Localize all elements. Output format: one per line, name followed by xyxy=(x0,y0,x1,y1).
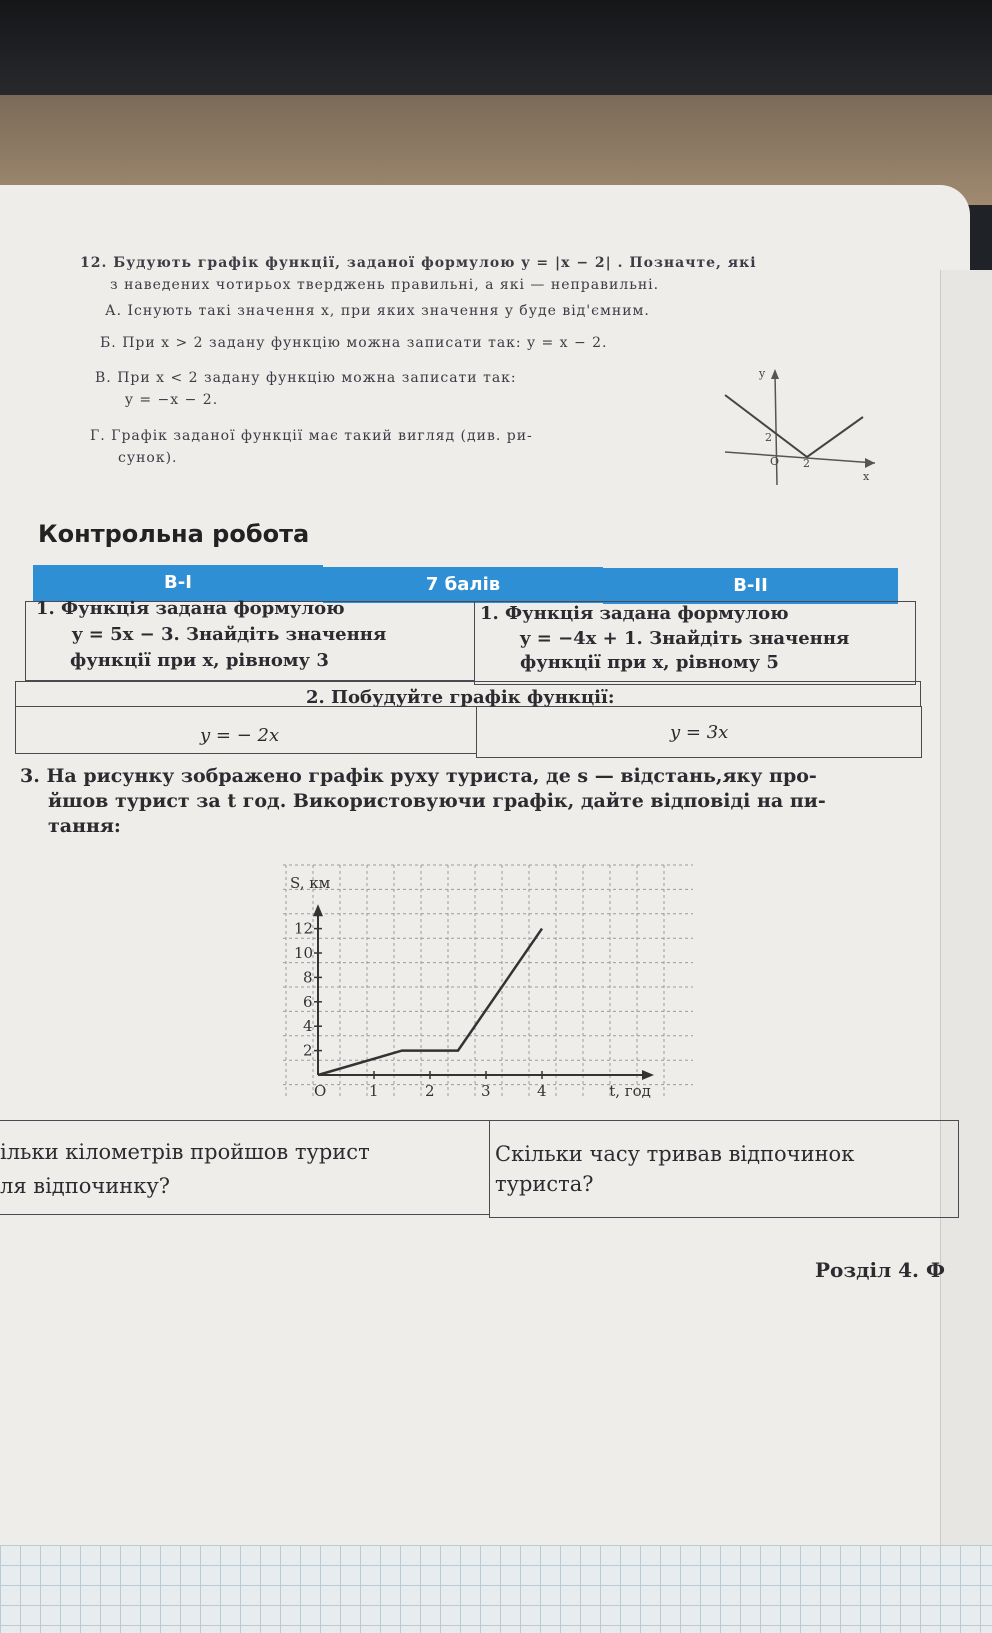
task12-graph-line xyxy=(725,395,863,457)
header-variant-2: В-ІІ xyxy=(603,568,898,604)
task12-y-arrow xyxy=(771,369,779,379)
q1-left-line3: функції при x, рівному 3 xyxy=(70,650,329,671)
q3-line1: 3. На рисунку зображено графік руху туриста, де s — відстань,яку про- xyxy=(20,765,817,787)
q1-left-line2: y = 5x − 3. Знайдіть значення xyxy=(72,624,387,645)
notebook-grid xyxy=(0,1545,992,1633)
task12-line2: з наведених чотирьох тверджень правильні, а які — неправильні. xyxy=(110,277,660,293)
task12-graph xyxy=(715,365,885,490)
q4-right-line2: туриста? xyxy=(495,1172,594,1196)
chart-y-arrow xyxy=(313,904,323,916)
q1-right-line1: 1. Функція задана формулою xyxy=(480,603,789,624)
q4-right-cell xyxy=(489,1120,959,1218)
chart-y-label: S, км xyxy=(290,874,331,892)
task12-option-g-line1: Г. Графік заданої функції має такий вигляд (див. ри- xyxy=(90,428,533,444)
header-variant-1: В-І xyxy=(33,565,323,601)
task12-tick-y: 2 xyxy=(765,431,772,444)
y-tick-label: 12 xyxy=(294,919,314,938)
q2-text: 2. Побудуйте графік функції: xyxy=(306,687,615,708)
task12-y-axis xyxy=(775,373,777,485)
y-tick-label: 6 xyxy=(303,992,313,1011)
control-title: Контрольна робота xyxy=(38,520,310,548)
task12-x-label: x xyxy=(863,470,870,483)
q1-left-line1: 1. Функція задана формулою xyxy=(36,598,345,619)
task12-x-axis xyxy=(725,452,875,463)
q3-line3: тання: xyxy=(48,815,121,837)
section-footer: Розділ 4. Ф xyxy=(815,1258,945,1282)
y-tick-label: 2 xyxy=(303,1041,313,1060)
task12-option-v-line2: y = −x − 2. xyxy=(125,392,219,408)
chart-origin-label: O xyxy=(314,1082,327,1100)
q4-left-line1: ільки кілометрів пройшов турист xyxy=(0,1140,370,1164)
q4-left-cell xyxy=(0,1120,490,1215)
q4-left-line2: ля відпочинку? xyxy=(0,1174,170,1198)
y-tick-label: 10 xyxy=(294,944,314,962)
task12-tick-x: 2 xyxy=(803,457,810,470)
task12-option-v-line1: В. При x < 2 задану функцію можна записати так: xyxy=(95,370,517,386)
chart-grid xyxy=(283,865,693,1098)
task12-origin: O xyxy=(770,455,780,468)
chart-x-arrow xyxy=(642,1070,654,1080)
task12-option-b: Б. При x > 2 задану функцію можна записати так: y = x − 2. xyxy=(100,335,608,351)
chart-x-label: t, год xyxy=(609,1082,651,1100)
x-tick-label: 3 xyxy=(481,1082,491,1100)
page-edge xyxy=(940,270,992,1550)
x-tick-label: 2 xyxy=(425,1082,435,1100)
task12-option-g-line2: сунок). xyxy=(118,450,178,466)
task12-y-label: y xyxy=(759,367,766,380)
q4-right-line1: Скільки часу тривав відпочинок xyxy=(495,1142,855,1166)
q2-right-function: y = 3x xyxy=(670,722,729,743)
background-top xyxy=(0,0,992,110)
x-tick-label: 4 xyxy=(537,1082,547,1100)
x-tick-label: 1 xyxy=(369,1082,379,1100)
y-tick-label: 8 xyxy=(303,968,313,987)
q1-right-line2: y = −4x + 1. Знайдіть значення xyxy=(520,628,850,649)
q3-line2: йшов турист за t год. Використовуючи графік, дайте відповіді на пи- xyxy=(48,790,826,812)
y-tick-label: 4 xyxy=(303,1017,313,1036)
task12-x-arrow xyxy=(865,458,875,468)
q1-right-line3: функції при x, рівному 5 xyxy=(520,652,779,673)
task12-line1: 12. Будують графік функції, заданої формулою y = |x − 2| . Позначте, які xyxy=(80,255,757,271)
q2-left-function: y = − 2x xyxy=(200,725,280,746)
chart-series-line xyxy=(318,929,542,1075)
task12-option-a: А. Існують такі значення x, при яких значення y буде від'ємним. xyxy=(105,303,650,319)
header-points: 7 балів xyxy=(323,567,603,603)
tourist-chart xyxy=(278,860,698,1105)
